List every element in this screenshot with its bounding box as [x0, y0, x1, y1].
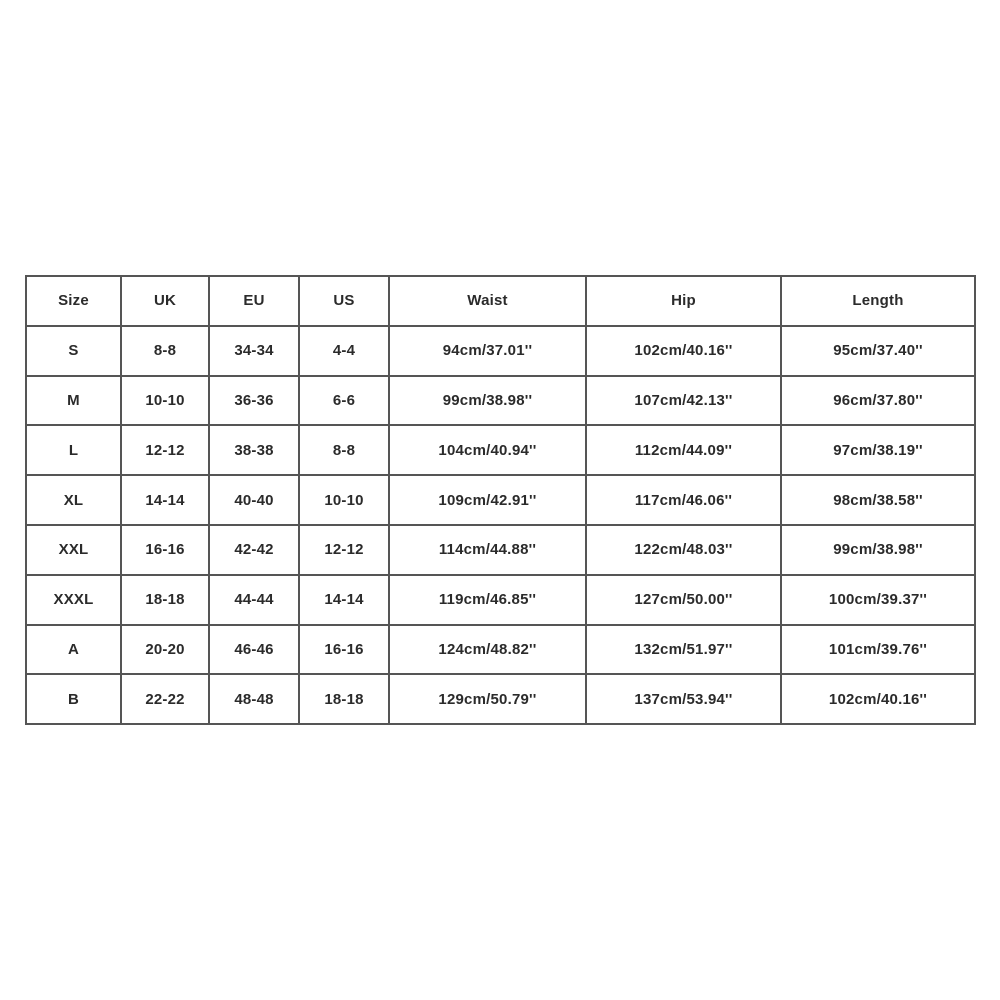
- table-row: [26, 326, 975, 376]
- measurement-cell: 137cm/53.94'': [586, 674, 781, 724]
- header-row: [26, 276, 975, 326]
- measurement-cell: 40-40: [209, 475, 299, 525]
- measurement-cell: 99cm/38.98'': [389, 376, 586, 426]
- column-header-uk: UK: [121, 276, 209, 326]
- measurement-cell: 101cm/39.76'': [781, 625, 975, 675]
- measurement-cell: 42-42: [209, 525, 299, 575]
- size-label-cell: A: [26, 625, 121, 675]
- measurement-cell: 100cm/39.37'': [781, 575, 975, 625]
- measurement-cell: 97cm/38.19'': [781, 425, 975, 475]
- size-chart-table: [25, 275, 976, 725]
- table-row: [26, 475, 975, 525]
- column-header-us: US: [299, 276, 389, 326]
- measurement-cell: 127cm/50.00'': [586, 575, 781, 625]
- measurement-cell: 119cm/46.85'': [389, 575, 586, 625]
- measurement-cell: 16-16: [121, 525, 209, 575]
- measurement-cell: 117cm/46.06'': [586, 475, 781, 525]
- column-header-length: Length: [781, 276, 975, 326]
- size-label-cell: L: [26, 425, 121, 475]
- measurement-cell: 102cm/40.16'': [781, 674, 975, 724]
- measurement-cell: 10-10: [299, 475, 389, 525]
- column-header-size: Size: [26, 276, 121, 326]
- measurement-cell: 109cm/42.91'': [389, 475, 586, 525]
- measurement-cell: 112cm/44.09'': [586, 425, 781, 475]
- measurement-cell: 38-38: [209, 425, 299, 475]
- measurement-cell: 14-14: [121, 475, 209, 525]
- measurement-cell: 12-12: [299, 525, 389, 575]
- measurement-cell: 16-16: [299, 625, 389, 675]
- measurement-cell: 18-18: [121, 575, 209, 625]
- column-header-eu: EU: [209, 276, 299, 326]
- measurement-cell: 18-18: [299, 674, 389, 724]
- measurement-cell: 34-34: [209, 326, 299, 376]
- measurement-cell: 129cm/50.79'': [389, 674, 586, 724]
- measurement-cell: 36-36: [209, 376, 299, 426]
- measurement-cell: 122cm/48.03'': [586, 525, 781, 575]
- table-row: [26, 525, 975, 575]
- table-row: [26, 425, 975, 475]
- measurement-cell: 8-8: [299, 425, 389, 475]
- measurement-cell: 8-8: [121, 326, 209, 376]
- measurement-cell: 99cm/38.98'': [781, 525, 975, 575]
- table-row: [26, 674, 975, 724]
- size-label-cell: XXL: [26, 525, 121, 575]
- measurement-cell: 104cm/40.94'': [389, 425, 586, 475]
- measurement-cell: 44-44: [209, 575, 299, 625]
- measurement-cell: 132cm/51.97'': [586, 625, 781, 675]
- measurement-cell: 10-10: [121, 376, 209, 426]
- table-row: [26, 376, 975, 426]
- measurement-cell: 95cm/37.40'': [781, 326, 975, 376]
- measurement-cell: 114cm/44.88'': [389, 525, 586, 575]
- measurement-cell: 14-14: [299, 575, 389, 625]
- size-label-cell: XXXL: [26, 575, 121, 625]
- size-label-cell: XL: [26, 475, 121, 525]
- table-row: [26, 625, 975, 675]
- measurement-cell: 22-22: [121, 674, 209, 724]
- column-header-waist: Waist: [389, 276, 586, 326]
- measurement-cell: 46-46: [209, 625, 299, 675]
- measurement-cell: 94cm/37.01'': [389, 326, 586, 376]
- measurement-cell: 107cm/42.13'': [586, 376, 781, 426]
- size-chart-header: [26, 276, 975, 326]
- size-chart-body: [26, 326, 975, 724]
- size-label-cell: M: [26, 376, 121, 426]
- measurement-cell: 96cm/37.80'': [781, 376, 975, 426]
- measurement-cell: 124cm/48.82'': [389, 625, 586, 675]
- size-label-cell: B: [26, 674, 121, 724]
- size-label-cell: S: [26, 326, 121, 376]
- measurement-cell: 20-20: [121, 625, 209, 675]
- table-row: [26, 575, 975, 625]
- measurement-cell: 98cm/38.58'': [781, 475, 975, 525]
- column-header-hip: Hip: [586, 276, 781, 326]
- measurement-cell: 6-6: [299, 376, 389, 426]
- measurement-cell: 12-12: [121, 425, 209, 475]
- measurement-cell: 48-48: [209, 674, 299, 724]
- measurement-cell: 102cm/40.16'': [586, 326, 781, 376]
- measurement-cell: 4-4: [299, 326, 389, 376]
